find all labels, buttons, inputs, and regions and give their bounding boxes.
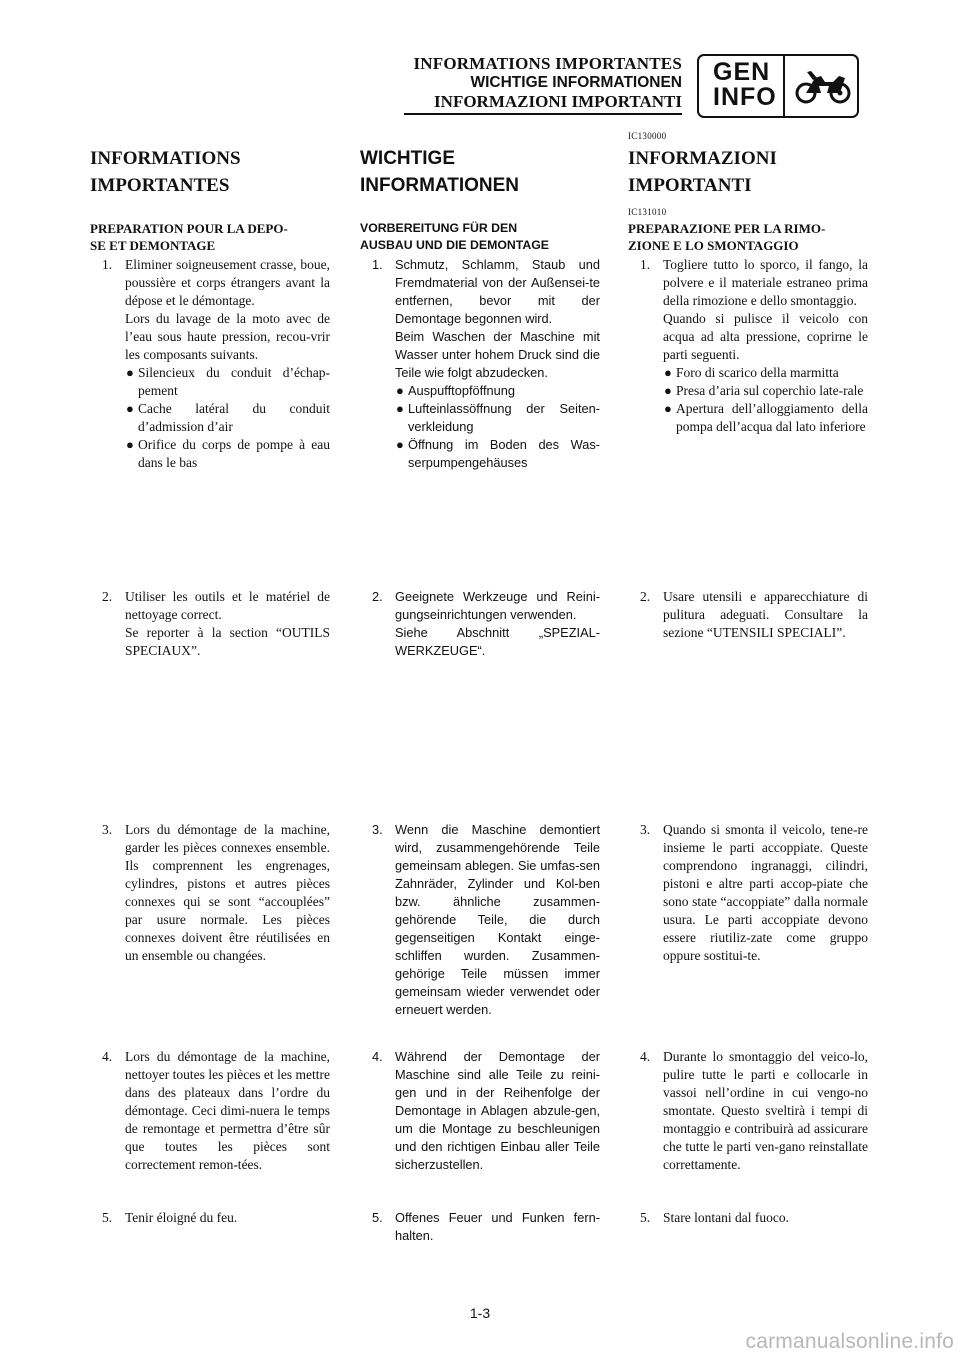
item-paragraph: Durante lo smontaggio del veico-lo, pulire tutte le parti e collocarle in vassoi nell’ordine in cui vengo-no smontate. Questo sveltirà i tempi di montaggio e contribuirà ad assicurare che tutte le parti ven-gano reinstallate correttamente.	[663, 1049, 868, 1172]
list-item-1	[360, 256, 600, 472]
item-number: 5.	[372, 1210, 383, 1225]
list-item-4	[90, 1048, 330, 1174]
item-number: 2.	[640, 589, 651, 604]
list-item-3	[90, 821, 330, 965]
reference-code: IC130000	[628, 131, 667, 141]
item-paragraph: Quando si smonta il veicolo, tene-re insieme le parti accoppiate. Queste comprendono ingranaggi, cilindri, pistoni e altre parti accop-piate che sono state “accoppiate” dalla normale usura. Le parti accoppiate devono essere riutiliz-zate come gruppo oppure sostitui-te.	[663, 822, 868, 963]
bullet-item	[663, 400, 868, 436]
bullet-text: Orifice du corps de pompe à eau dans le bas	[138, 437, 330, 470]
list-item-2	[90, 588, 330, 660]
watermark-link[interactable]: carmanualsonline.info	[745, 1330, 954, 1353]
bullet-icon: ●	[664, 383, 672, 398]
subheading	[360, 220, 600, 254]
item-paragraph: Schmutz, Schlamm, Staub und Fremdmaterial von der Außensei-te entfernen, bevor mit der Demontage begonnen wird.	[395, 257, 600, 326]
subheading-line: ZIONE E LO SMONTAGGIO	[628, 238, 799, 253]
list-item-1	[90, 256, 330, 472]
title-line: INFORMAZIONI	[628, 148, 777, 169]
column-french	[90, 0, 330, 1300]
header-title-it: INFORMAZIONI IMPORTANTI	[434, 92, 682, 111]
item-number: 5.	[640, 1210, 651, 1225]
item-number: 4.	[640, 1049, 651, 1064]
bullet-item	[663, 364, 868, 382]
list-item-5	[628, 1209, 868, 1227]
item-paragraph: Tenir éloigné du feu.	[125, 1210, 238, 1225]
bullet-icon: ●	[396, 401, 404, 416]
list-item-5	[360, 1209, 600, 1245]
list-item-1	[628, 256, 868, 436]
bullet-icon: ●	[664, 365, 672, 380]
bullet-text: Apertura dell’alloggiamento della pompa dell’acqua dal lato inferiore	[676, 401, 868, 434]
item-paragraph: Wenn die Maschine demontiert wird, zusammengehörende Teile gemeinsam ablegen. Sie umfas-sen Zahnräder, Zylinder und Kol-ben bzw. ähnliche zusammen-gehörende Teile, die durch gegenseitigen Kontakt einge-schliffen wurden. Zusammen-gehörige Teile müssen immer gemeinsam wieder verwendet oder erneuert werden.	[395, 822, 600, 1017]
item-paragraph: Se reporter à la section “OUTILS SPECIAUX”.	[125, 625, 330, 658]
column-italian	[628, 0, 868, 1300]
bullet-text: Lufteinlassöffnung der Seiten-verkleidung	[408, 401, 600, 434]
subheading	[90, 220, 330, 254]
item-number: 3.	[640, 822, 651, 837]
bullet-item	[125, 400, 330, 436]
column-german	[360, 0, 600, 1300]
bullet-icon: ●	[126, 437, 134, 452]
column-title	[90, 145, 241, 199]
list-item-4	[360, 1048, 600, 1174]
bullet-icon: ●	[396, 437, 404, 452]
item-paragraph: Während der Demontage der Maschine sind alle Teile zu reini-gen und in der Reihenfolge der Demontage in Ablagen abzule-gen, um die Montage zu beschleunigen und den richtigen Einbau aller Teile sicherzustellen.	[395, 1049, 600, 1172]
title-line: INFORMATIONS	[90, 148, 241, 169]
item-number: 3.	[102, 822, 113, 837]
list-item-3	[628, 821, 868, 965]
item-paragraph: Lors du lavage de la moto avec de l’eau sous haute pression, recou-vrir les composants suivants.	[125, 311, 330, 362]
bullet-icon: ●	[126, 365, 134, 380]
bullet-icon: ●	[396, 383, 404, 398]
badge-label-line1: GEN	[713, 58, 771, 86]
title-line: IMPORTANTES	[90, 175, 230, 196]
subheading-line: VORBEREITUNG FÜR DEN	[360, 221, 518, 235]
list-item-4	[628, 1048, 868, 1174]
bullet-item	[125, 364, 330, 400]
item-paragraph: Quando si pulisce il veicolo con acqua ad alta pressione, coprirne le parti seguenti.	[663, 311, 868, 362]
item-paragraph: Lors du démontage de la machine, garder les pièces connexes ensemble. Ils comprennent les engrenages, cylindres, pistons et autres pièces connexes qui se sont “accouplées” par usure normale. Les pièces connexes doivent être réutilisées en un ensemble ou changées.	[125, 822, 330, 963]
title-line: IMPORTANTI	[628, 175, 752, 196]
subheading-line: PREPARAZIONE PER LA RIMO-	[628, 221, 826, 236]
item-paragraph: Offenes Feuer und Funken fern-halten.	[395, 1210, 600, 1243]
item-number: 4.	[102, 1049, 113, 1064]
column-title	[628, 145, 777, 199]
subheading-line: PREPARATION POUR LA DEPO-	[90, 221, 288, 236]
bullet-item	[395, 400, 600, 436]
bullet-item	[395, 436, 600, 472]
title-line: INFORMATIONEN	[360, 175, 520, 196]
item-number: 5.	[102, 1210, 113, 1225]
bullet-text: Silencieux du conduit d’échap-pement	[138, 365, 330, 398]
bullet-icon: ●	[664, 401, 672, 416]
title-line: WICHTIGE	[360, 148, 455, 169]
bullet-item	[125, 436, 330, 472]
column-title	[360, 145, 519, 199]
item-number: 3.	[372, 822, 383, 837]
item-paragraph: Beim Waschen der Maschine mit Wasser unter hohem Druck sind die Teile wie folgt abzudecken.	[395, 329, 600, 380]
item-paragraph: Siehe Abschnitt „SPEZIAL-WERKZEUGE“.	[395, 625, 600, 658]
item-number: 1.	[640, 257, 651, 272]
item-paragraph: Geeignete Werkzeuge und Reini-gungseinrichtungen verwenden.	[395, 589, 600, 622]
list-item-5	[90, 1209, 330, 1227]
header-title-de: WICHTIGE INFORMATIONEN	[470, 74, 682, 91]
item-paragraph: Utiliser les outils et le matériel de nettoyage correct.	[125, 589, 330, 622]
item-paragraph: Usare utensili e apparecchiature di pulitura adeguati. Consultare la sezione “UTENSILI SPECIALI”.	[663, 589, 868, 640]
list-item-2	[628, 588, 868, 642]
item-paragraph: Togliere tutto lo sporco, il fango, la polvere e il materiale estraneo prima della rimozione e dello smontaggio.	[663, 257, 868, 308]
bullet-text: Foro di scarico della marmitta	[676, 365, 839, 380]
item-number: 4.	[372, 1049, 383, 1064]
bullet-text: Cache latéral du conduit d’admission d’air	[138, 401, 330, 434]
list-item-2	[360, 588, 600, 660]
item-paragraph: Lors du démontage de la machine, nettoyer toutes les pièces et les mettre dans des plateaux dans l’ordre du démontage. Ceci dimi-nuera le temps de remontage et permettra d’être sûr que toutes les pièces sont correctement remon-tées.	[125, 1049, 330, 1172]
reference-code: IC131010	[628, 207, 667, 217]
list-item-3	[360, 821, 600, 1019]
page-number: 1-3	[469, 1305, 491, 1321]
subheading-line: AUSBAU UND DIE DEMONTAGE	[360, 238, 550, 252]
item-number: 1.	[102, 257, 113, 272]
bullet-text: Öffnung im Boden des Was-serpumpengehäuses	[408, 437, 600, 470]
bullet-item	[395, 382, 600, 400]
bullet-text: Presa d’aria sul coperchio late-rale	[676, 383, 864, 398]
bullet-item	[663, 382, 868, 400]
bullet-icon: ●	[126, 401, 134, 416]
subheading	[628, 220, 868, 254]
badge-label-line2: INFO	[713, 83, 777, 111]
item-number: 2.	[102, 589, 113, 604]
subheading-line: SE ET DEMONTAGE	[90, 238, 216, 253]
item-number: 1.	[372, 257, 383, 272]
item-paragraph: Eliminer soigneusement crasse, boue, poussière et corps étrangers avant la dépose et le démontage.	[125, 257, 330, 308]
item-paragraph: Stare lontani dal fuoco.	[663, 1210, 789, 1225]
header-title-fr: INFORMATIONS IMPORTANTES	[413, 54, 682, 73]
item-number: 2.	[372, 589, 383, 604]
bullet-text: Auspufftopföffnung	[408, 383, 515, 398]
